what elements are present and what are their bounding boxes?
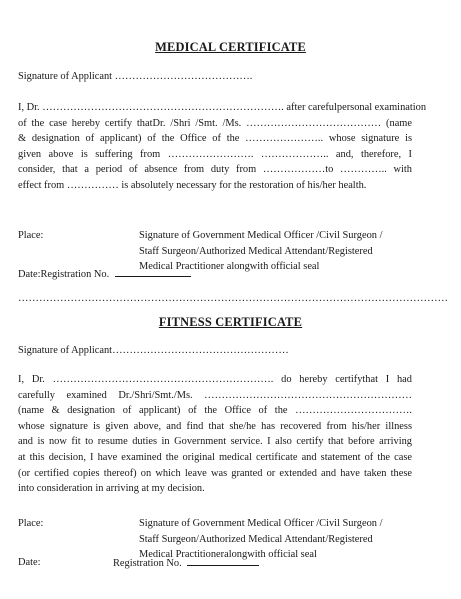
fitness-place-label: Place: xyxy=(18,518,44,529)
fitness-body-line: carefully examined Dr./Shri/Smt./Ms. …………………………………………………… xyxy=(18,389,412,401)
medical-certificate-title: MEDICAL CERTIFICATE xyxy=(155,40,306,54)
fitness-date-label: Date: xyxy=(18,557,41,568)
fitness-body-line: into consideration in arriving at my decision. xyxy=(18,483,205,495)
fitness-signature-caption-line: Medical Practitionеralongwith official seal xyxy=(139,549,317,561)
fitness-body-line: (name & designation of applicant) of the Office of the ……………………………. xyxy=(18,405,412,417)
medical-date-registration xyxy=(18,266,191,283)
fitness-registration-label: Registration No. xyxy=(113,558,182,569)
fitness-body-line: and is now fit to resume duties in Government service. I also certify that before arriving xyxy=(18,436,412,448)
medical-certificate-body xyxy=(18,100,427,194)
medical-body-line: I, Dr. ……………………………………………………………. after carefulpersonal examination xyxy=(18,102,427,113)
medical-signature-caption-line: Signature of Government Medical Officer /Civil Surgeon / xyxy=(139,230,383,241)
fitness-signature-of-applicant: Signature of Applicant…………………………………………… xyxy=(18,345,289,356)
fitness-body-line: whose signature is given above, and find that she/he has recovered from his/her illness xyxy=(18,420,412,432)
fitness-body-line: at this decision, I have examined the original medical certificate and statement of the case xyxy=(18,451,412,463)
fitness-signature-caption-line: Signature of Government Medical Officer /Civil Surgeon / xyxy=(139,518,383,529)
medical-body-line: & designation of applicant) of the Office of the ………………….. whose signature is xyxy=(18,133,412,145)
medical-signature-caption-line: Staff Surgeon/Authorized Medical Attendant/Registered xyxy=(139,245,373,257)
medical-signature-of-applicant: Signature of Applicant …………………………………. xyxy=(18,71,253,82)
medical-body-line: effect from …………… is absolutely necessary for the restoration of his/her health. xyxy=(18,179,367,191)
fitness-registration-blank xyxy=(187,555,259,566)
section-divider: …………………………………………………………………………………………………………… xyxy=(18,293,449,304)
medical-registration-blank xyxy=(115,266,191,277)
fitness-certificate-title: FITNESS CERTIFICATE xyxy=(158,315,303,329)
fitness-registration xyxy=(113,555,259,572)
fitness-body-line: I, Dr. ………………………………………………………. do hereby certifythat I had xyxy=(18,374,412,385)
medical-signature-caption-line: Medical Practitioner alongwith official seal xyxy=(139,261,320,273)
medical-body-line: consider, that a period of absence from duty from ………………to ………….. with xyxy=(18,164,412,176)
medical-place-label: Place: xyxy=(18,230,44,241)
medical-body-line: of the case hereby certify thatDr. /Shri /Smt. /Ms. ………………………………… (name xyxy=(18,117,412,129)
medical-body-line: given above is suffering from ……………………. ……………….. and, therefore, I xyxy=(18,148,412,160)
fitness-signature-caption-line: Staff Surgeon/Authorized Medical Attendant/Registered xyxy=(139,533,373,545)
fitness-certificate-body xyxy=(18,372,412,497)
medical-date-registration-label: Date:Registration No. xyxy=(18,269,110,280)
fitness-body-line: (or certified copies thereof) on which leave was granted or extended and have taken these xyxy=(18,467,412,479)
